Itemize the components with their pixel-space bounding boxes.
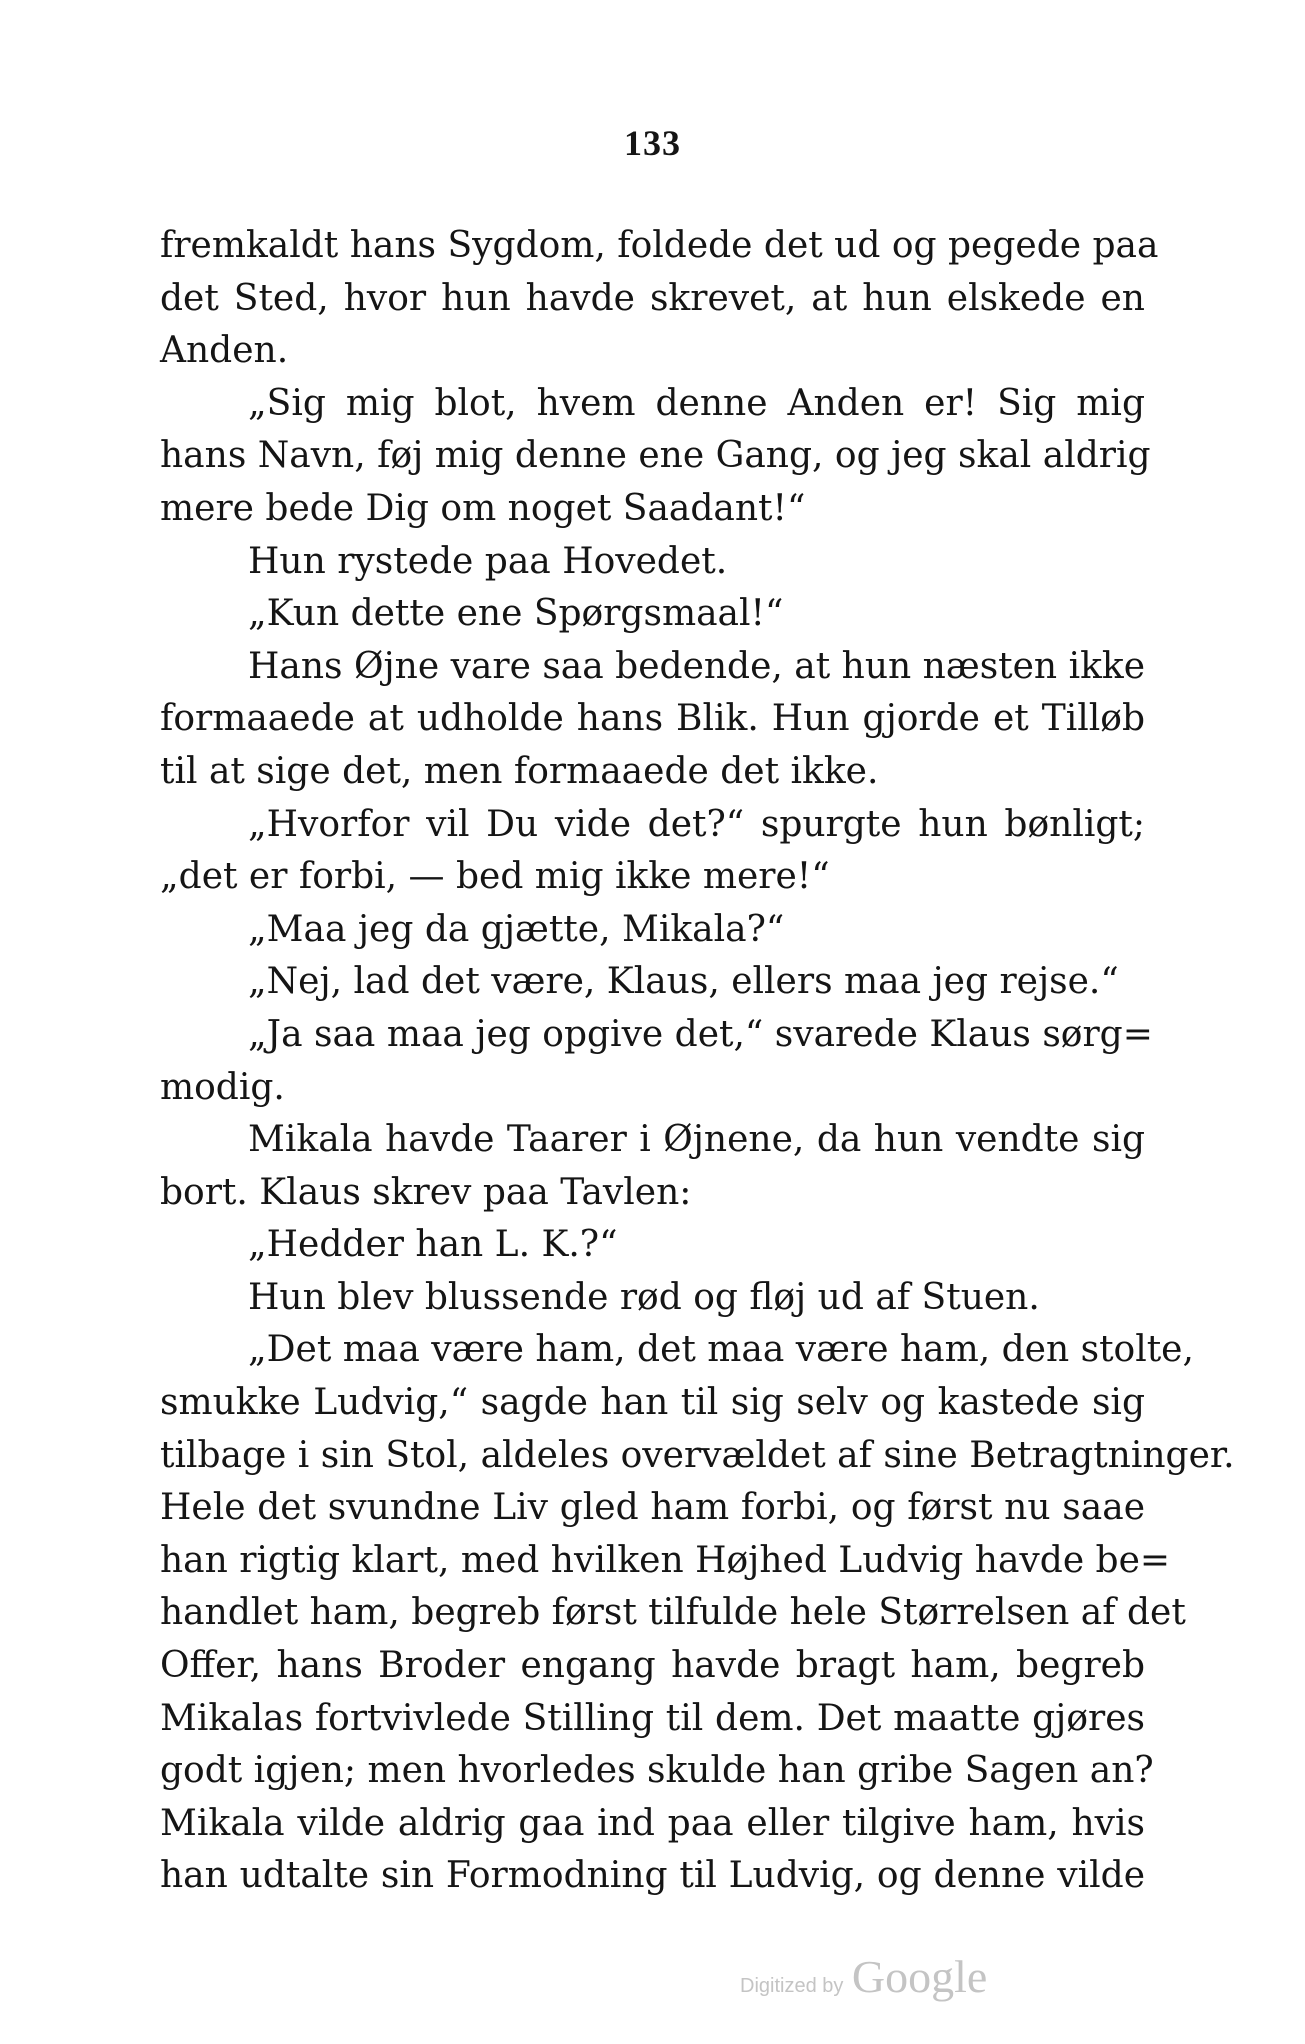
text-line: „Det maa være ham, det maa være ham, den stolte, xyxy=(248,1329,1194,1371)
text-line: formaaede at udholde hans Blik. Hun gjorde et Tilløb xyxy=(160,698,1145,740)
text-line: Mikalas fortvivlede Stilling til dem. Det maatte gjøres xyxy=(160,1697,1145,1739)
text-line: „Hedder han L. K.?“ xyxy=(248,1224,618,1266)
text-line: modig. xyxy=(160,1066,285,1108)
text-line: han rigtig klart, med hvilken Højhed Ludvig havde be= xyxy=(160,1539,1171,1581)
text-line: Offer, hans Broder engang havde bragt ham, begreb xyxy=(160,1645,1145,1687)
text-line: tilbage i sin Stol, aldeles overvældet af sine Betragtninger. xyxy=(160,1434,1235,1476)
text-line: Hun blev blussende rød og fløj ud af Stuen. xyxy=(248,1276,1040,1318)
text-line: „Hvorfor vil Du vide det?“ spurgte hun bønligt; xyxy=(248,803,1145,845)
text-line: „Nej, lad det være, Klaus, ellers maa jeg rejse.“ xyxy=(248,961,1119,1003)
text-line: Hele det svundne Liv gled ham forbi, og først nu saae xyxy=(160,1487,1145,1529)
text-line: „Sig mig blot, hvem denne Anden er! Sig mig xyxy=(248,382,1145,424)
body-text xyxy=(160,220,1235,1903)
text-line: fremkaldt hans Sygdom, foldede det ud og pegede paa xyxy=(160,225,1159,266)
digitized-watermark xyxy=(740,1950,987,2003)
text-line: smukke Ludvig,“ sagde han til sig selv og kastede sig xyxy=(160,1382,1145,1424)
text-line: til at sige det, men formaaede det ikke. xyxy=(160,750,879,792)
text-line: mere bede Dig om noget Saadant!“ xyxy=(160,487,806,529)
page-number: 133 xyxy=(624,123,681,163)
watermark-prefix: Digitized by xyxy=(740,1975,844,1997)
text-line: han udtalte sin Formodning til Ludvig, og denne vilde xyxy=(160,1855,1145,1897)
text-line: Mikala vilde aldrig gaa ind paa eller tilgive ham, hvis xyxy=(160,1802,1145,1844)
text-line: „Maa jeg da gjætte, Mikala?“ xyxy=(248,908,785,950)
google-logo: Google xyxy=(851,1951,988,2002)
text-line: Hun rystede paa Hovedet. xyxy=(248,540,728,582)
text-line: bort. Klaus skrev paa Tavlen: xyxy=(160,1171,692,1213)
text-line: Hans Øjne vare saa bedende, at hun næsten ikke xyxy=(248,645,1146,687)
text-line: handlet ham, begreb først tilfulde hele Størrelsen af det xyxy=(160,1592,1186,1634)
text-line: godt igjen; men hvorledes skulde han gribe Sagen an? xyxy=(160,1750,1154,1792)
text-line: Anden. xyxy=(160,330,289,372)
text-line: hans Navn, føj mig denne ene Gang, og jeg skal aldrig xyxy=(160,435,1151,477)
text-line: det Sted, hvor hun havde skrevet, at hun elskede en xyxy=(160,277,1145,319)
text-line: Mikala havde Taarer i Øjnene, da hun vendte sig xyxy=(248,1119,1145,1161)
text-line: „Kun dette ene Spørgsmaal!“ xyxy=(248,593,784,635)
text-line: „det er forbi, — bed mig ikke mere!“ xyxy=(160,856,830,898)
text-line: „Ja saa maa jeg opgive det,“ svarede Klaus sørg= xyxy=(248,1013,1153,1055)
